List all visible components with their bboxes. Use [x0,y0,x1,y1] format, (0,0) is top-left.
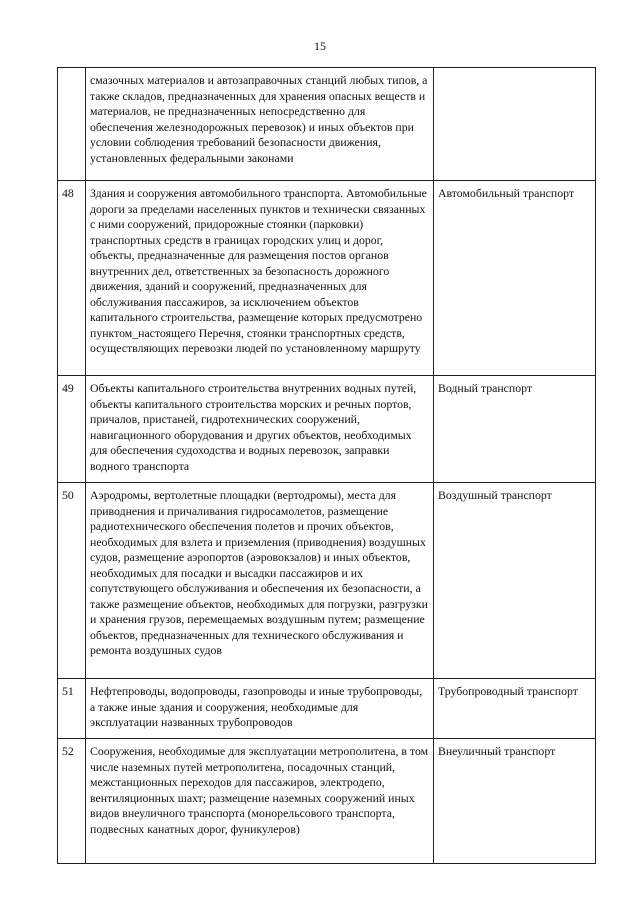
row-category [434,68,596,181]
table-row [58,68,596,181]
row-category: Воздушный транспорт [434,483,596,679]
row-description: Объекты капитального строительства внутренних водных путей, объекты капитального строительства морских и речных портов, причалов, пристаней, гидротехнических сооружений, навигационного оборудования и других объектов, необходимых для обеспечения судоходства и водных перевозок, заправки водного транспорта [86,376,434,483]
table-row [58,181,596,376]
row-category: Водный транспорт [434,376,596,483]
row-description: смазочных материалов и автозаправочных станций любых типов, а также складов, предназначенных для хранения опасных веществ и материалов, не предназначенных непосредственно для обеспечения железнодорожных перевозок) и иных объектов при условии соблюдения требований безопасности движения, установленных федеральными законами [86,68,434,181]
land-use-table [57,67,596,864]
row-description: Сооружения, необходимые для эксплуатации метрополитена, в том числе наземных путей метрополитена, посадочных станций, межстанционных переходов для пассажиров, электродепо, вентиляционных шахт; размещение наземных сооружений иных видов внеуличного транспорта (монорельсового транспорта, подвесных канатных дорог, фуникулеров) [86,739,434,864]
row-category: Трубопроводный транспорт [434,679,596,739]
row-number: 51 [58,679,86,739]
table-row [58,679,596,739]
row-number [58,68,86,181]
table-row [58,483,596,679]
row-number: 48 [58,181,86,376]
row-category: Автомобильный транспорт [434,181,596,376]
row-number: 50 [58,483,86,679]
table-row [58,376,596,483]
page-number: 15 [314,39,326,53]
row-description: Аэродромы, вертолетные площадки (вертодромы), места для приводнения и причаливания гидросамолетов, размещение радиотехнического обеспечения полетов и прочих объектов, необходимых для взлета и приземления (приводнения) воздушных судов, размещение аэропортов (аэровокзалов) и иных объектов, необходимых для посадки и высадки пассажиров и их сопутствующего обслуживания и обеспечения их безопасности, а также размещение объектов, необходимых для погрузки, разгрузки и хранения грузов, перемещаемых воздушным путем; размещение объектов, предназначенных для технического обслуживания и ремонта воздушных судов [86,483,434,679]
table-row [58,739,596,864]
row-description: Здания и сооружения автомобильного транспорта. Автомобильные дороги за пределами населенных пунктов и технически связанных с ними сооружений, придорожные стоянки (парковки) транспортных средств в границах городских улиц и дорог, объекты, предназначенные для размещения постов органов внутренних дел, ответственных за безопасность дорожного движения, зданий и сооружений, предназначенных для обслуживания пассажиров, за исключением объектов капитального строительства, размещение которых предусмотрено пунктом_настоящего Перечня, стоянки транспортных средств, осуществляющих перевозки людей по установленному маршруту [86,181,434,376]
row-description: Нефтепроводы, водопроводы, газопроводы и иные трубопроводы, а также иные здания и сооружения, необходимые для эксплуатации названных трубопроводов [86,679,434,739]
row-number: 49 [58,376,86,483]
row-number: 52 [58,739,86,864]
row-category: Внеуличный транспорт [434,739,596,864]
